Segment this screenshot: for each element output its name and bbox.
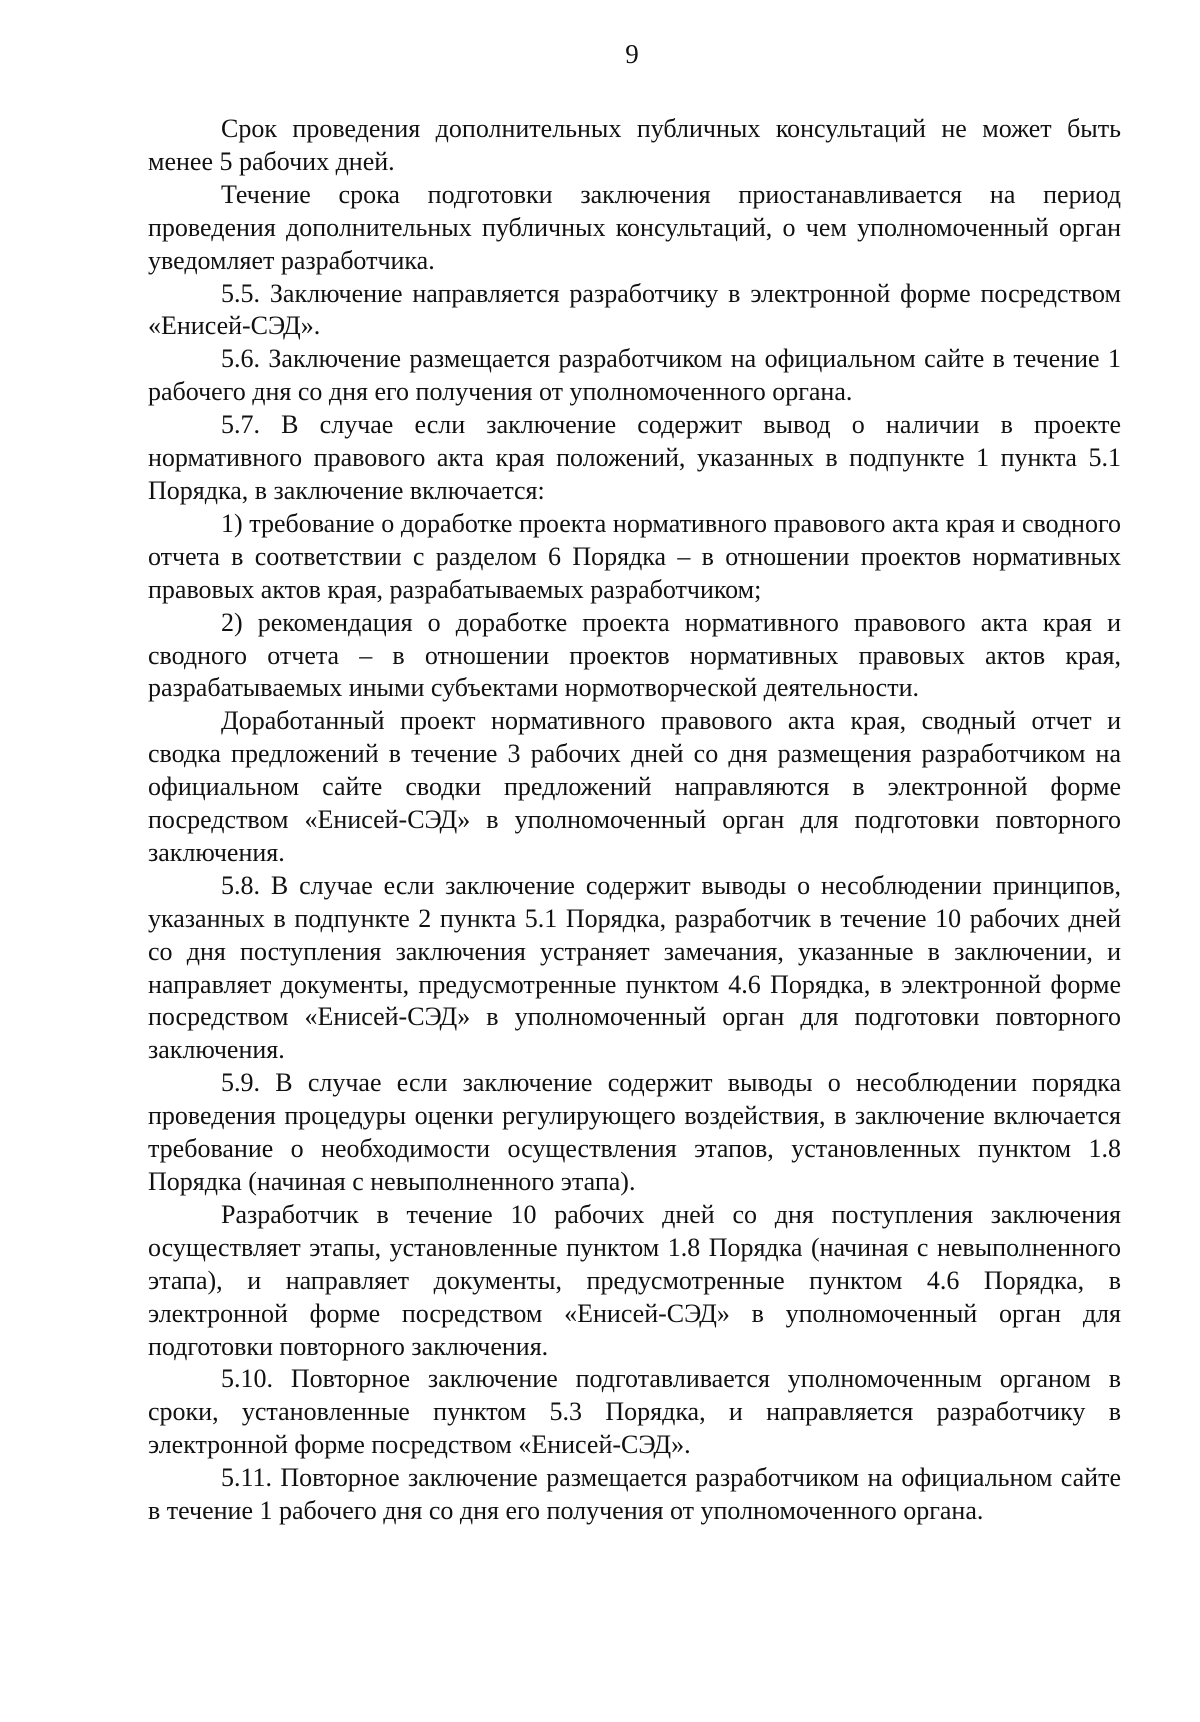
paragraph-term-suspension: Течение срока подготовки заключения приостанавливается на период проведения дополнительных публичных консультаций, о чем уполномоченный орган уведомляет разработчика. [148, 179, 1121, 275]
document-body [148, 113, 1121, 1528]
list-item-2: 2) рекомендация о доработке проекта нормативного правового акта края и сводного отчета – в отношении проектов нормативных правовых актов края, разрабатываемых иными субъектами нормотворческой деятельности. [148, 607, 1121, 703]
paragraph-revised-draft: Доработанный проект нормативного правового акта края, сводный отчет и сводка предложений в течение 3 рабочих дней со дня размещения разработчиком на официальном сайте сводки предложений направляются в электронной форме посредством «Енисей-СЭД» в уполномоченный орган для подготовки повторного заключения. [148, 706, 1121, 867]
paragraph-5-10: 5.10. Повторное заключение подготавливается уполномоченным органом в сроки, установленные пунктом 5.3 Порядка, и направляется разработчику в электронной форме посредством «Енисей-СЭД». [148, 1364, 1121, 1460]
paragraph-5-9: 5.9. В случае если заключение содержит выводы о несоблюдении порядка проведения процедуры оценки регулирующего воздействия, в заключение включается требование о необходимости осуществления этапов, установленных пунктом 1.8 Порядка (начиная с невыполненного этапа). [148, 1068, 1121, 1196]
paragraph-developer-steps: Разработчик в течение 10 рабочих дней со дня поступления заключения осуществляет этапы, установленные пунктом 1.8 Порядка (начиная с невыполненного этапа), и направляет документы, предусмотренные пунктом 4.6 Порядка, в электронной форме посредством «Енисей-СЭД» в уполномоченный орган для подготовки повторного заключения. [148, 1199, 1121, 1361]
page-number: 9 [625, 39, 639, 69]
paragraph-5-8: 5.8. В случае если заключение содержит выводы о несоблюдении принципов, указанных в подпункте 2 пункта 5.1 Порядка, разработчик в течение 10 рабочих дней со дня поступления заключения устраняет замечания, указанные в заключении, и направляет документы, предусмотренные пунктом 4.6 Порядка, в электронной форме посредством «Енисей-СЭД» в уполномоченный орган для подготовки повторного заключения. [148, 870, 1121, 1065]
list-item-1: 1) требование о доработке проекта нормативного правового акта края и сводного отчета в соответствии с разделом 6 Порядка – в отношении проектов нормативных правовых актов края, разрабатываемых разработчиком; [148, 508, 1121, 604]
paragraph-5-7: 5.7. В случае если заключение содержит вывод о наличии в проекте нормативного правового акта края положений, указанных в подпункте 1 пункта 5.1 Порядка, в заключение включается: [148, 410, 1121, 505]
paragraph-consultation-term: Срок проведения дополнительных публичных консультаций не может быть менее 5 рабочих дней. [148, 114, 1121, 176]
paragraph-5-5: 5.5. Заключение направляется разработчику в электронной форме посредством «Енисей-СЭД». [148, 278, 1121, 341]
paragraph-5-6: 5.6. Заключение размещается разработчиком на официальном сайте в течение 1 рабочего дня со дня его получения от уполномоченного органа. [148, 344, 1121, 407]
paragraph-5-11: 5.11. Повторное заключение размещается разработчиком на официальном сайте в течение 1 рабочего дня со дня его получения от уполномоченного органа. [148, 1463, 1121, 1526]
